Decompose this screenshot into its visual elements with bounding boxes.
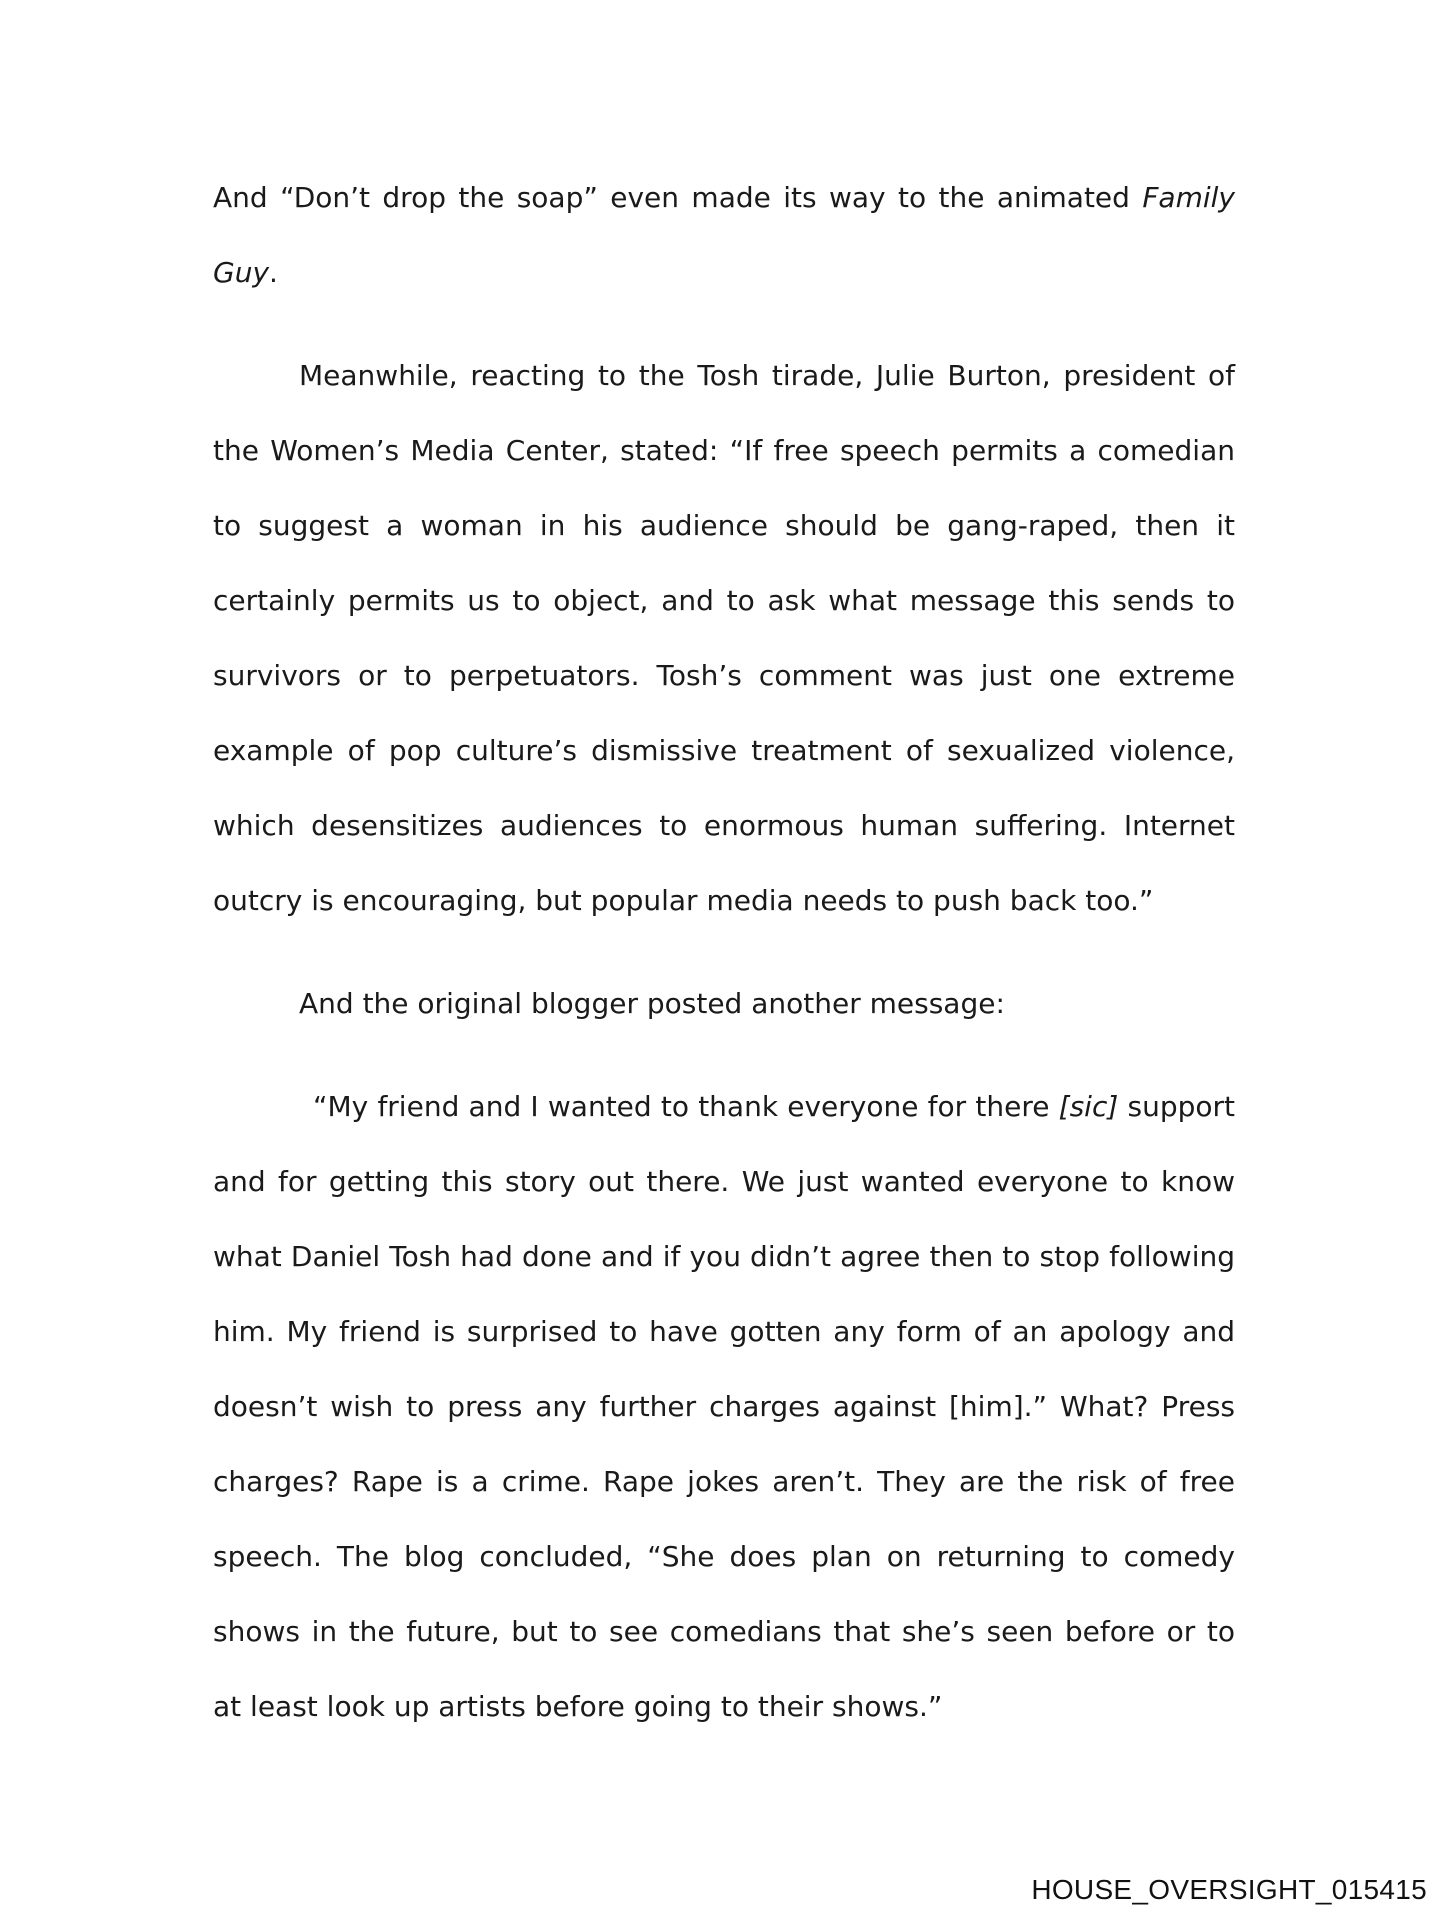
paragraph-family-guy: And “Don’t drop the soap” even made its way to the animated Family Guy.: [213, 181, 1235, 289]
body-text: [213, 160, 1235, 1744]
show-title-italic: Family Guy: [213, 181, 1235, 289]
bates-number: HOUSE_OVERSIGHT_015415: [1031, 1874, 1427, 1905]
paragraph-blogger-intro: And the original blogger posted another message:: [299, 987, 1005, 1020]
sic-italic: [sic]: [1058, 1090, 1119, 1123]
paragraph-julie-burton: Meanwhile, reacting to the Tosh tirade, Julie Burton, president of the Women’s Media Center, stated: “If free speech permits a comedian to suggest a woman in his audience should be gang-raped, then it certainly permits us to object, and to ask what message this sends to survivors or to perpetuators. Tosh’s comment was just one extreme example of pop culture’s dismissive treatment of sexualized violence, which desensitizes audiences to enormous human suffering. Internet outcry is encouraging, but popular media needs to push back too.”: [213, 359, 1235, 917]
paragraph-blogger-quote: “My friend and I wanted to thank everyone for there [sic] support and for getting this story out there. We just wanted everyone to know what Daniel Tosh had done and if you didn’t agree then to stop following him. My friend is surprised to have gotten any form of an apology and doesn’t wish to press any further charges against [him].” What? Press charges? Rape is a crime. Rape jokes aren’t. They are the risk of free speech. The blog concluded, “She does plan on returning to comedy shows in the future, but to see comedians that she’s seen before or to at least look up artists before going to their shows.”: [213, 1090, 1235, 1723]
